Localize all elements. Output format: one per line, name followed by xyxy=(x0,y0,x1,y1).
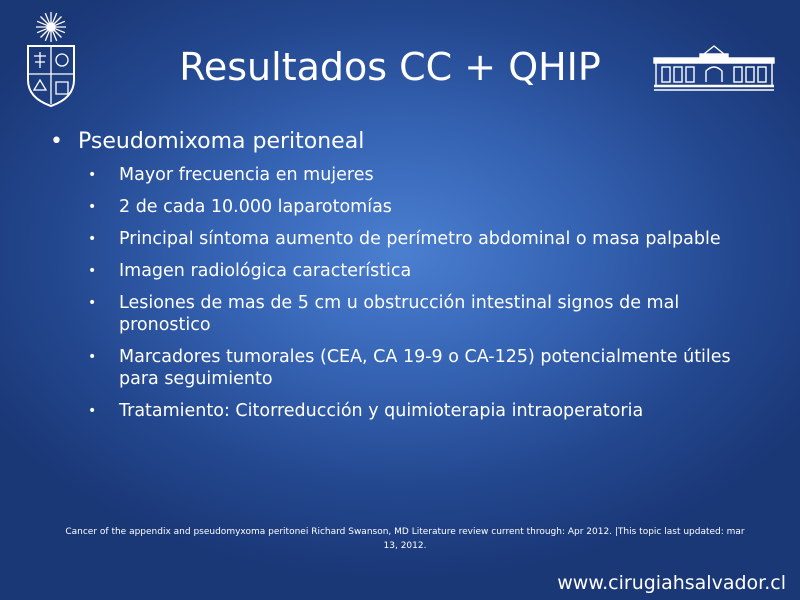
citation-text: Cancer of the appendix and pseudomyxoma peritonei Richard Swanson, MD Literature review current through: Apr 2012. |This topic last updated: mar 13, 2012. xyxy=(65,527,745,551)
main-bullet-text: Pseudomixoma peritoneal xyxy=(78,129,365,154)
university-crest-icon xyxy=(20,10,82,110)
sub-bullet xyxy=(88,228,759,250)
bullet-marker: • xyxy=(88,199,97,215)
sub-bullet-text: Lesiones de mas de 5 cm u obstrucción intestinal signos de mal pronostico xyxy=(119,293,680,335)
footer-url: www.cirugiahsalvador.cl xyxy=(557,572,786,594)
bullet-marker: • xyxy=(88,167,97,183)
sub-bullet-text: Marcadores tumorales (CEA, CA 19-9 o CA-125) potencialmente útiles para seguimiento xyxy=(119,347,731,389)
bullet-marker: • xyxy=(50,129,63,154)
sub-bullet xyxy=(88,196,759,218)
slide-content xyxy=(50,126,770,432)
bullet-marker: • xyxy=(88,231,97,247)
sub-bullet-text: Principal síntoma aumento de perímetro abdominal o masa palpable xyxy=(119,229,721,249)
slide-title: Resultados CC + QHIP xyxy=(179,45,601,89)
bullet-marker: • xyxy=(88,295,97,311)
sub-bullet-text: Tratamiento: Citorreducción y quimioterapia intraoperatoria xyxy=(119,401,644,421)
bullet-marker: • xyxy=(88,263,97,279)
sub-bullet-text: Mayor frecuencia en mujeres xyxy=(119,165,374,185)
bullet-marker: • xyxy=(88,349,97,365)
bullet-marker: • xyxy=(88,403,97,419)
sub-bullet xyxy=(88,260,759,282)
sub-bullet-text: Imagen radiológica característica xyxy=(119,261,412,281)
main-bullet xyxy=(50,126,770,158)
sub-bullet xyxy=(88,292,759,336)
sub-bullet-list xyxy=(50,164,770,422)
sub-bullet-text: 2 de cada 10.000 laparotomías xyxy=(119,197,392,217)
sub-bullet xyxy=(88,164,759,186)
sub-bullet xyxy=(88,346,759,390)
sub-bullet xyxy=(88,400,759,422)
